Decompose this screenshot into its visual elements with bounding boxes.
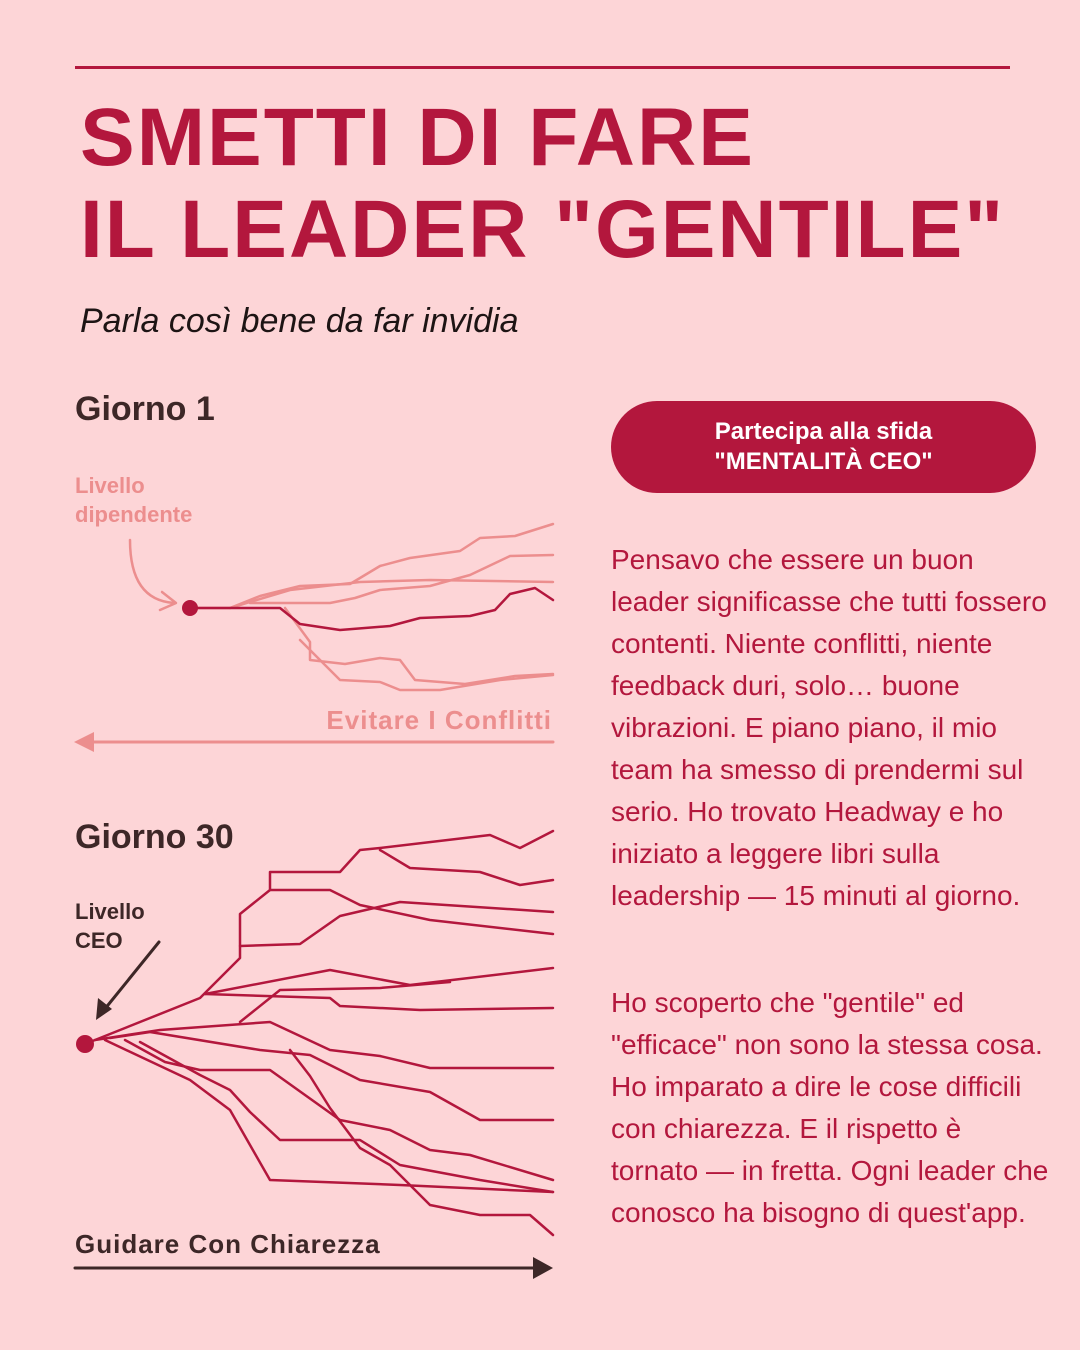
day30-pointer-arrow [104, 942, 159, 1010]
day30-path [110, 1032, 553, 1120]
day1-paths [74, 524, 553, 752]
day1-path [190, 524, 553, 608]
join-challenge-button[interactable]: Partecipa alla sfida "MENTALITÀ CEO" [611, 401, 1036, 493]
day30-path [240, 902, 553, 946]
headline: SMETTI DI FARE IL LEADER "GENTILE" [80, 92, 1006, 275]
day30-path [240, 982, 450, 1022]
story-paragraph-2: Ho scoperto che "gentile" ed "efficace" non sono la stessa cosa. Ho imparato a dire le cose difficili con chiarezza. E il rispetto è tornato — in fretta. Ogni leader che conosco ha bisogno di quest'app. [611, 987, 1049, 1228]
day30-path [85, 831, 553, 1044]
day30-path [125, 1040, 553, 1180]
ceo-level-label: Livello CEO [75, 899, 145, 953]
day30-path [290, 1050, 553, 1235]
day30-path [205, 968, 553, 994]
day30-path [140, 1042, 553, 1192]
subtitle: Parla così bene da far invidia [80, 302, 519, 340]
day1-start-dot [182, 600, 198, 616]
day30-start-dot [76, 1035, 94, 1053]
day1-axis-arrowhead [74, 732, 94, 752]
day30-axis-arrowhead [533, 1257, 553, 1279]
dependent-level-label: Livello dipendente [75, 473, 193, 527]
lead-with-clarity-axis-label: Guidare Con Chiarezza [75, 1229, 381, 1259]
day30-paths [76, 831, 553, 1235]
day30-title: Giorno 30 [75, 818, 234, 856]
day30-path [270, 890, 553, 934]
day1-pointer-arrow [130, 540, 174, 603]
story-paragraph-1: Pensavo che essere un buon leader significasse che tutti fossero contenti. Niente conflitti, niente feedback duri, solo… buone vibrazioni. E piano piano, il mio team ha smesso di prendermi sul serio. Ho trovato Headway e ho iniziato a leggere libri sulla leadership — 15 minuti al giorno. [611, 544, 1047, 911]
avoid-conflicts-axis-label: Evitare I Conflitti [326, 705, 552, 735]
day1-title: Giorno 1 [75, 390, 215, 428]
day30-path [380, 850, 553, 885]
day1-path [300, 640, 553, 690]
day1-main-path [190, 588, 553, 630]
